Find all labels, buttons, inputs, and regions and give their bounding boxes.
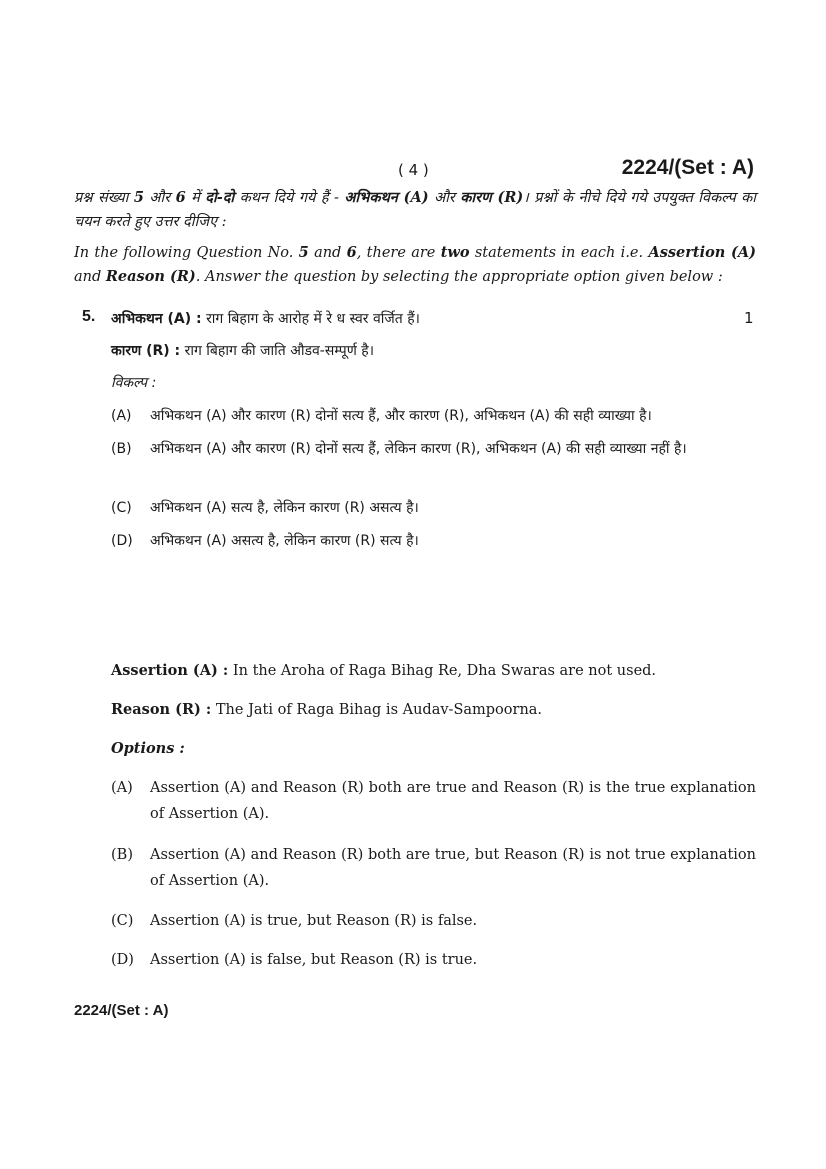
reason-hindi: कारण (R) : राग बिहाग की जाति औडव-सम्पूर्ण है।	[111, 343, 375, 359]
paper-code-header: 2224/(Set : A)	[621, 156, 754, 179]
reason-english: Reason (R) : The Jati of Raga Bihag is Audav-Sampoorna.	[111, 701, 543, 718]
option-label: (A)	[111, 780, 133, 796]
question-marks: 1	[744, 309, 754, 327]
option-label: (C)	[111, 500, 132, 516]
option-text: अभिकथन (A) और कारण (R) दोनों सत्य हैं, और कारण (R), अभिकथन (A) की सही व्याख्या है।	[150, 408, 652, 424]
option-text: Assertion (A) is true, but Reason (R) is false.	[150, 913, 478, 929]
option-english-c	[111, 908, 756, 934]
instructions-hindi: प्रश्न संख्या 5 और 6 में दो-दो कथन दिये गये हैं - अभिकथन (A) और कारण (R)। प्रश्नों के नीचे दिये गये उपयुक्त विकल्प का चयन करते हुए उत्तर दीजिए :	[74, 189, 757, 230]
option-english-a	[111, 775, 756, 827]
option-label: (A)	[111, 408, 132, 424]
option-label: (C)	[111, 913, 134, 929]
option-label: (B)	[111, 847, 133, 863]
page-number: ( 4 )	[398, 161, 429, 179]
option-english-b	[111, 842, 756, 894]
option-text: अभिकथन (A) असत्य है, लेकिन कारण (R) सत्य है।	[150, 533, 419, 549]
instructions-english: In the following Question No. 5 and 6, there are two statements in each i.e. Assertion (A) and Reason (R). Answer the question by selecting the appropriate option given below :	[74, 244, 757, 285]
paper-code-footer: 2224/(Set : A)	[74, 1002, 169, 1019]
option-text: Assertion (A) is false, but Reason (R) is true.	[150, 952, 478, 968]
option-label: (D)	[111, 533, 133, 549]
option-hindi-c	[111, 495, 756, 521]
options-label-hindi: विकल्प :	[111, 375, 157, 391]
option-text: अभिकथन (A) सत्य है, लेकिन कारण (R) असत्य है।	[150, 500, 419, 516]
option-hindi-a	[111, 403, 756, 429]
option-text: Assertion (A) and Reason (R) both are true, but Reason (R) is not true explanation of Assertion (A).	[150, 847, 756, 889]
option-text: Assertion (A) and Reason (R) both are true and Reason (R) is the true explanation of Assertion (A).	[150, 780, 756, 822]
option-hindi-b	[111, 436, 756, 462]
options-label-english: Options :	[111, 740, 185, 757]
option-hindi-d	[111, 528, 756, 554]
assertion-english: Assertion (A) : In the Aroha of Raga Bihag Re, Dha Swaras are not used.	[111, 662, 657, 679]
option-label: (B)	[111, 441, 132, 457]
option-text: अभिकथन (A) और कारण (R) दोनों सत्य हैं, लेकिन कारण (R), अभिकथन (A) की सही व्याख्या नहीं है।	[150, 441, 687, 457]
option-english-d	[111, 947, 756, 973]
question-number: 5.	[82, 308, 96, 325]
option-label: (D)	[111, 952, 134, 968]
assertion-hindi: अभिकथन (A) : राग बिहाग के आरोह में रे ध स्वर वर्जित हैं।	[111, 311, 420, 327]
